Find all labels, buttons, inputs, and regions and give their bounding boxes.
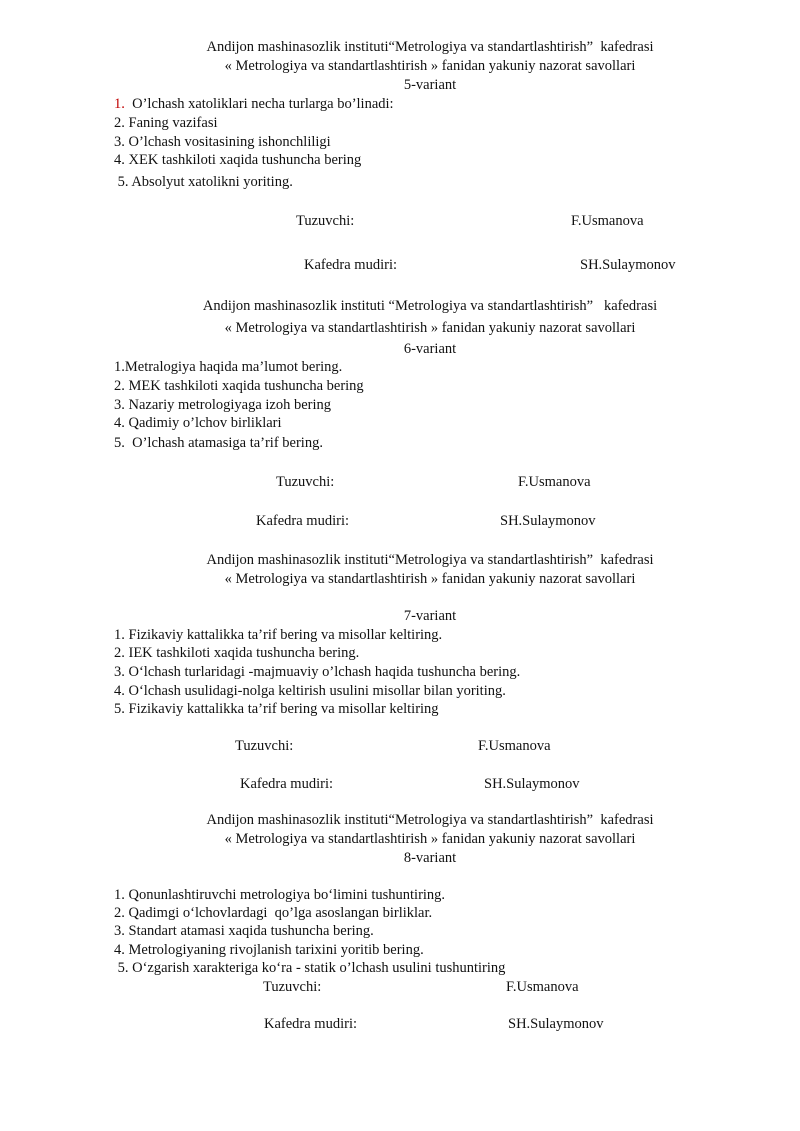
department-head-label: Kafedra mudiri: — [304, 257, 398, 273]
compiler-name: F.Usmanova — [518, 474, 591, 490]
institute-header: Andijon mashinasozlik instituti“Metrologiya va standartlashtirish” kafedrasi — [206, 39, 654, 55]
question-2: 2. IEK tashkiloti xaqida tushuncha bering. — [114, 645, 360, 661]
exam-subtitle: « Metrologiya va standartlashtirish » fanidan yakuniy nazorat savollari — [224, 320, 636, 336]
department-head-name: SH.Sulaymonov — [484, 776, 580, 792]
compiler-name: F.Usmanova — [506, 979, 579, 995]
question-5: 5. O’lchash atamasiga ta’rif bering. — [114, 435, 323, 451]
exam-subtitle: « Metrologiya va standartlashtirish » fanidan yakuniy nazorat savollari — [224, 571, 636, 587]
question-4: 4. Qadimiy o’lchov birliklari — [114, 415, 282, 431]
question-5: 5. O‘zgarish xarakteriga ko‘ra - statik o’lchash usulini tushuntiring — [114, 960, 506, 976]
compiler-label: Tuzuvchi: — [235, 738, 294, 754]
variant-number: 6-variant — [403, 341, 457, 357]
question-2: 2. Faning vazifasi — [114, 115, 218, 131]
compiler-label: Tuzuvchi: — [276, 474, 335, 490]
question-1-text: O’lchash xatoliklari necha turlarga bo’linadi: — [124, 96, 394, 112]
question-3: 3. Nazariy metrologiyaga izoh bering — [114, 397, 332, 413]
exam-subtitle: « Metrologiya va standartlashtirish » fanidan yakuniy nazorat savollari — [224, 831, 636, 847]
question-2: 2. MEK tashkiloti xaqida tushuncha bering — [114, 378, 364, 394]
department-head-name: SH.Sulaymonov — [580, 257, 676, 273]
compiler-label: Tuzuvchi: — [296, 213, 355, 229]
variant-number: 5-variant — [403, 77, 457, 93]
question-1: 1.Metralogiya haqida ma’lumot bering. — [114, 359, 343, 375]
question-1: 1. Qonunlashtiruvchi metrologiya bo‘limini tushuntiring. — [114, 887, 446, 903]
question-4: 4. Metrologiyaning rivojlanish tarixini yoritib bering. — [114, 942, 424, 958]
question-3: 3. O‘lchash turlaridagi -majmuaviy o’lchash haqida tushuncha bering. — [114, 664, 521, 680]
question-5: 5. Absolyut xatolikni yoriting. — [114, 174, 293, 190]
department-head-label: Kafedra mudiri: — [240, 776, 334, 792]
question-1 — [114, 95, 394, 113]
institute-header: Andijon mashinasozlik instituti“Metrologiya va standartlashtirish” kafedrasi — [206, 552, 654, 568]
question-3: 3. O’lchash vositasining ishonchliligi — [114, 134, 331, 150]
variant-number: 8-variant — [403, 850, 457, 866]
compiler-name: F.Usmanova — [478, 738, 551, 754]
question-5: 5. Fizikaviy kattalikka ta’rif bering va misollar keltiring — [114, 701, 439, 717]
question-2: 2. Qadimgi o‘lchovlardagi qo’lga asoslangan birliklar. — [114, 905, 433, 921]
question-1: 1. Fizikaviy kattalikka ta’rif bering va misollar keltiring. — [114, 627, 443, 643]
compiler-label: Tuzuvchi: — [263, 979, 322, 995]
compiler-name: F.Usmanova — [571, 213, 644, 229]
department-head-label: Kafedra mudiri: — [264, 1016, 358, 1032]
question-4: 4. XEK tashkiloti xaqida tushuncha bering — [114, 152, 362, 168]
institute-header: Andijon mashinasozlik instituti“Metrologiya va standartlashtirish” kafedrasi — [206, 812, 654, 828]
exam-subtitle: « Metrologiya va standartlashtirish » fanidan yakuniy nazorat savollari — [224, 58, 636, 74]
variant-number: 7-variant — [403, 608, 457, 624]
department-head-label: Kafedra mudiri: — [256, 513, 350, 529]
department-head-name: SH.Sulaymonov — [508, 1016, 604, 1032]
question-4: 4. O‘lchash usulidagi-nolga keltirish usulini misollar bilan yoriting. — [114, 683, 506, 699]
institute-header: Andijon mashinasozlik instituti “Metrologiya va standartlashtirish” kafedrasi — [202, 298, 658, 314]
question-1-number: 1. — [114, 96, 125, 112]
department-head-name: SH.Sulaymonov — [500, 513, 596, 529]
question-3: 3. Standart atamasi xaqida tushuncha bering. — [114, 923, 374, 939]
